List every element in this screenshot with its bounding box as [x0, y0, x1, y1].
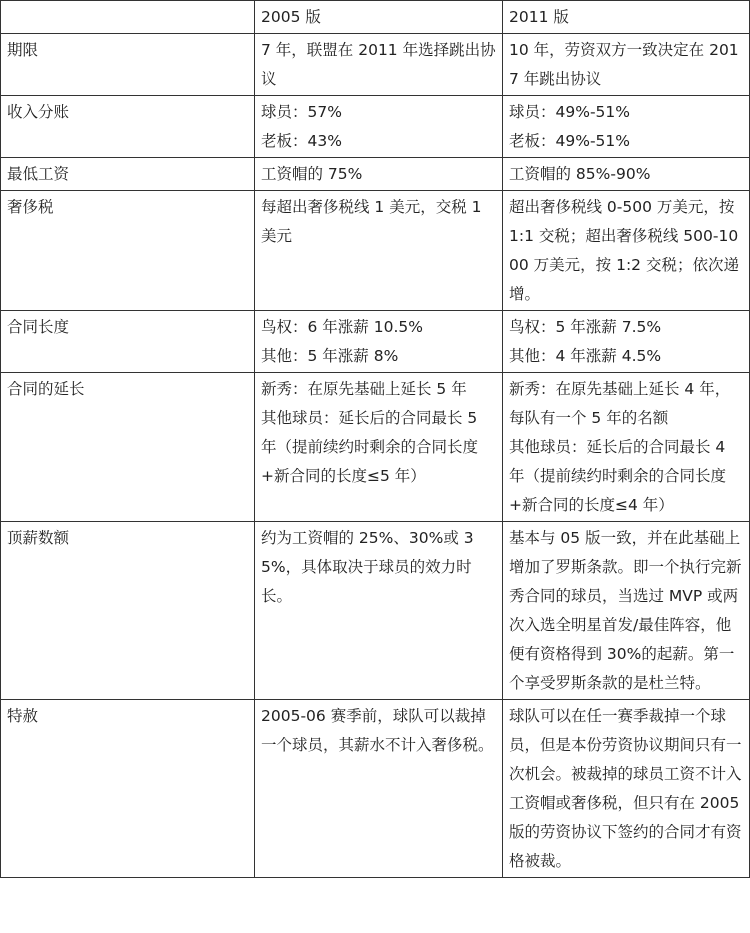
table-row	[1, 158, 750, 191]
cell-2011	[503, 522, 750, 700]
cell-line: 老板：43%	[261, 132, 342, 150]
cell-line: 老板：49%-51%	[509, 132, 630, 150]
cell-2005	[255, 191, 503, 311]
row-label: 奢侈税	[1, 191, 255, 311]
cell-line: 10 年，劳资双方一致决定在 2017 年跳出协议	[509, 41, 739, 88]
cell-line: 球队可以在任一赛季裁掉一个球员，但是本份劳资协议期间只有一次机会。被裁掉的球员工资不计入工资帽或奢侈税，但只有在 2005 版的劳资协议下签约的合同才有资格被裁。	[509, 707, 742, 870]
cell-2011	[503, 311, 750, 373]
cell-line: 鸟权：6 年涨薪 10.5%	[261, 318, 423, 336]
cell-line: 7 年，联盟在 2011 年选择跳出协议	[261, 41, 496, 88]
cell-2011	[503, 700, 750, 878]
header-cell-2011: 2011 版	[503, 1, 750, 34]
cell-line: 新秀：在原先基础上延长 4 年，每队有一个 5 年的名额	[509, 380, 731, 427]
row-label: 收入分账	[1, 96, 255, 158]
cell-line: 其他：5 年涨薪 8%	[261, 347, 399, 365]
header-cell-2005: 2005 版	[255, 1, 503, 34]
header-row	[1, 1, 750, 34]
row-label: 期限	[1, 34, 255, 96]
cell-2005	[255, 34, 503, 96]
table-row	[1, 522, 750, 700]
cell-2011	[503, 191, 750, 311]
cell-line: 鸟权：5 年涨薪 7.5%	[509, 318, 662, 336]
row-label: 最低工资	[1, 158, 255, 191]
cell-line: 工资帽的 75%	[261, 165, 363, 183]
row-label: 顶薪数额	[1, 522, 255, 700]
header-cell-term	[1, 1, 255, 34]
cell-line: 工资帽的 85%-90%	[509, 165, 651, 183]
cell-line: 超出奢侈税线 0-500 万美元，按 1:1 交税；超出奢侈税线 500-1000 万美元，按 1:2 交税；依次递增。	[509, 198, 739, 303]
cell-2005	[255, 311, 503, 373]
cell-2005	[255, 522, 503, 700]
cell-line: 每超出奢侈税线 1 美元，交税 1 美元	[261, 198, 482, 245]
row-label: 特赦	[1, 700, 255, 878]
table-row	[1, 311, 750, 373]
table-row	[1, 191, 750, 311]
cell-2011	[503, 373, 750, 522]
cell-2005	[255, 158, 503, 191]
row-label: 合同长度	[1, 311, 255, 373]
table-row	[1, 34, 750, 96]
table-row	[1, 373, 750, 522]
cell-2011	[503, 96, 750, 158]
cell-line: 球员：49%-51%	[509, 103, 630, 121]
table-row	[1, 700, 750, 878]
cell-line: 2005-06 赛季前，球队可以裁掉一个球员，其薪水不计入奢侈税。	[261, 707, 494, 754]
cell-2005	[255, 700, 503, 878]
cell-line: 其他球员：延长后的合同最长 4 年（提前续约时剩余的合同长度+新合同的长度≤4 年）	[509, 438, 727, 514]
cell-2011	[503, 158, 750, 191]
cell-line: 约为工资帽的 25%、30%或 35%，具体取决于球员的效力时长。	[261, 529, 474, 605]
cell-line: 球员：57%	[261, 103, 342, 121]
row-label: 合同的延长	[1, 373, 255, 522]
cell-2011	[503, 34, 750, 96]
cell-2005	[255, 373, 503, 522]
cell-line: 其他：4 年涨薪 4.5%	[509, 347, 662, 365]
cell-2005	[255, 96, 503, 158]
cell-line: 其他球员：延长后的合同最长 5 年（提前续约时剩余的合同长度+新合同的长度≤5 年）	[261, 409, 479, 485]
cell-line: 新秀：在原先基础上延长 5 年	[261, 380, 467, 398]
cell-line: 基本与 05 版一致，并在此基础上增加了罗斯条款。即一个执行完新秀合同的球员，当选过 MVP 或两次入选全明星首发/最佳阵容，他便有资格得到 30%的起薪。第一个享受罗斯条款的是杜兰特。	[509, 529, 742, 692]
table-row	[1, 96, 750, 158]
